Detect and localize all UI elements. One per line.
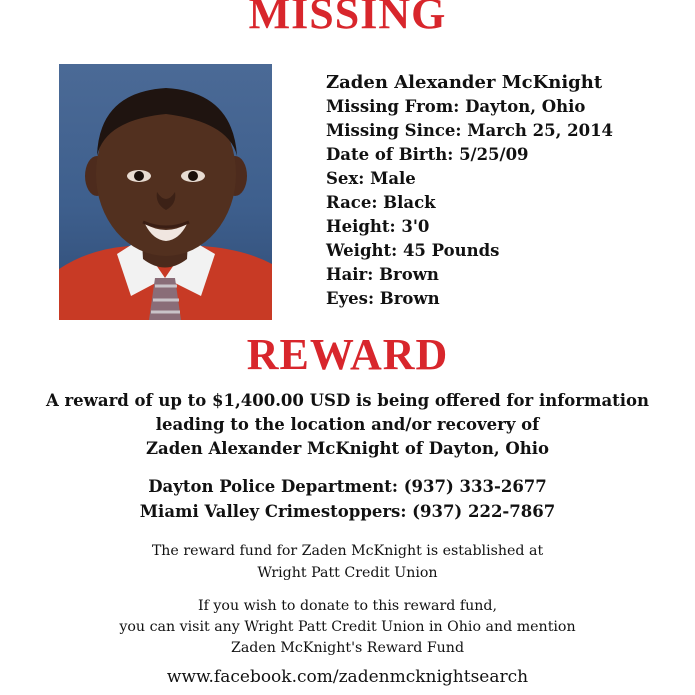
reward-headline: REWARD	[246, 330, 449, 379]
donate-line: you can visit any Wright Patt Credit Union in Ohio and mention	[119, 619, 576, 635]
missing-headline: MISSING	[248, 0, 447, 38]
donate-line: Zaden McKnight's Reward Fund	[230, 640, 465, 656]
detail-missing-from: Missing From: Dayton, Ohio	[326, 97, 586, 116]
person-name: Zaden Alexander McKnight	[326, 72, 603, 93]
detail-missing-since: Missing Since: March 25, 2014	[326, 121, 614, 140]
detail-eyes: Eyes: Brown	[326, 289, 440, 308]
contact-police: Dayton Police Department: (937) 333-2677	[148, 477, 547, 496]
detail-date-of-birth: Date of Birth: 5/25/09	[326, 145, 529, 164]
detail-race: Race: Black	[326, 193, 436, 212]
child-photo	[59, 64, 272, 320]
contact-info	[0, 474, 695, 524]
donate-info	[0, 596, 695, 659]
detail-hair: Hair: Brown	[326, 265, 439, 284]
contact-crimestoppers: Miami Valley Crimestoppers: (937) 222-7867	[139, 502, 556, 521]
reward-line: Zaden Alexander McKnight of Dayton, Ohio	[145, 439, 550, 458]
reward-description	[0, 389, 695, 461]
reward-line: A reward of up to $1,400.00 USD is being offered for information	[45, 391, 650, 410]
detail-height: Height: 3'0	[326, 217, 430, 236]
fund-line: Wright Patt Credit Union	[257, 565, 438, 581]
person-details	[326, 70, 666, 311]
detail-weight: Weight: 45 Pounds	[326, 241, 500, 260]
fund-info	[0, 540, 695, 584]
website-url[interactable]: www.facebook.com/zadenmcknightsearch	[166, 667, 529, 687]
detail-sex: Sex: Male	[326, 169, 416, 188]
website-link[interactable]	[0, 665, 695, 689]
donate-line: If you wish to donate to this reward fund,	[198, 598, 497, 614]
reward-line: leading to the location and/or recovery of	[155, 415, 540, 434]
fund-line: The reward fund for Zaden McKnight is established at	[151, 543, 544, 559]
